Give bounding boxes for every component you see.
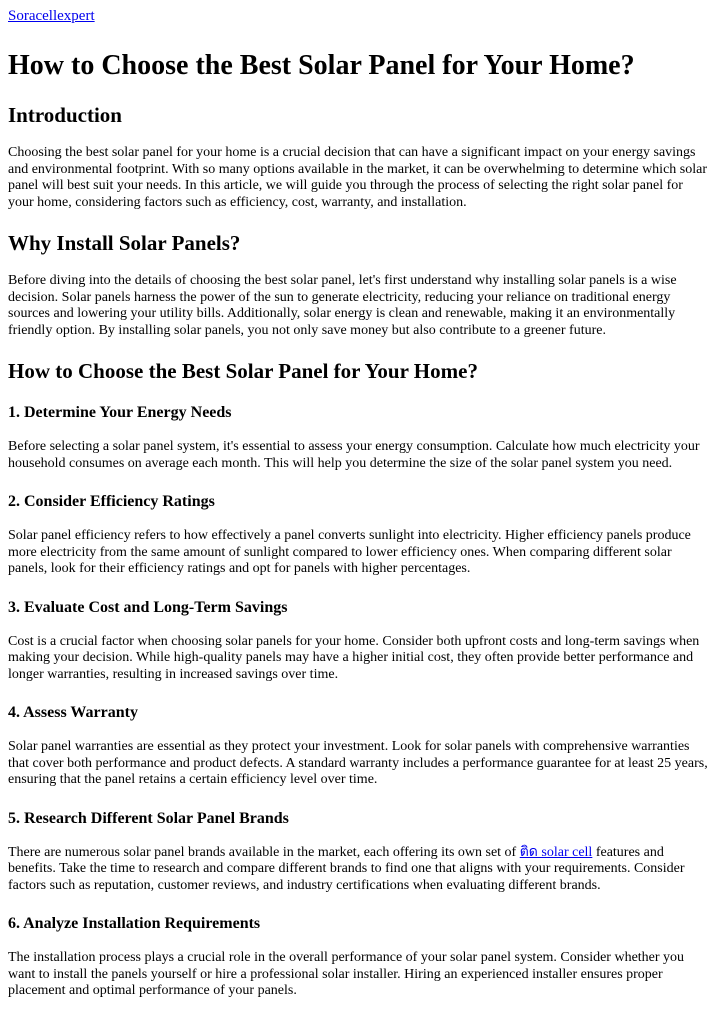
step-1-heading: 1. Determine Your Energy Needs: [8, 404, 232, 421]
why-heading: Why Install Solar Panels?: [8, 231, 241, 255]
solar-cell-link[interactable]: ติด solar cell: [519, 844, 593, 860]
step-2-heading: 2. Consider Efficiency Ratings: [8, 493, 215, 510]
step-3-paragraph: Cost is a crucial factor when choosing solar panels for your home. Consider both upfront costs and long-term savings when making your decision. While high-quality panels may have a higher initial cost, they often provide better performance and longer warranties, resulting in increased savings over time.: [8, 633, 700, 682]
step-5-paragraph: [8, 845, 712, 895]
step-5-heading: 5. Research Different Solar Panel Brands: [8, 809, 289, 827]
step-5-text-before: There are numerous solar panel brands available in the market, each offering its own set of: [8, 844, 520, 860]
step-2-paragraph: Solar panel efficiency refers to how effectively a panel converts sunlight into electricity. Higher efficiency panels produce more electricity from the same amount of sunlight compared to lower efficiency ones. When comparing different solar panels, look for their efficiency ratings and opt for panels with higher percentages.: [8, 528, 691, 576]
page-title: How to Choose the Best Solar Panel for Your Home?: [8, 50, 635, 81]
intro-paragraph: Choosing the best solar panel for your home is a crucial decision that can have a significant impact on your energy savings and environmental footprint. With so many options available in the market, it can be overwhelming to determine which solar panel will best suit your needs. In this article, we will guide you through the process of selecting the right solar panel for your home, considering factors such as efficiency, cost, warranty, and installation.: [8, 145, 707, 210]
why-paragraph: Before diving into the details of choosing the best solar panel, let's first understand why installing solar panels is a wise decision. Solar panels harness the power of the sun to generate electricity, reducing your reliance on traditional energy sources and lowering your utility bills. Additionally, solar energy is clean and renewable, making it an environmentally friendly option. By installing solar panels, you not only save money but also contribute to a greener future.: [8, 273, 677, 338]
step-1-paragraph: Before selecting a solar panel system, it's essential to assess your energy consumption. Calculate how much electricity your household consumes on average each month. This will help you determine the size of the solar panel system you need.: [8, 439, 700, 471]
step-3-heading: 3. Evaluate Cost and Long-Term Savings: [8, 598, 288, 616]
site-link[interactable]: Soracellexpert: [8, 8, 95, 24]
how-heading: How to Choose the Best Solar Panel for Your Home?: [8, 359, 478, 383]
step-5-text-after: features and benefits. Take the time to research and compare different brands to find one that aligns with your requirements. Consider factors such as reputation, customer reviews, and industry certifications when evaluating different brands.: [8, 844, 685, 893]
step-4-heading: 4. Assess Warranty: [8, 704, 138, 721]
step-6-paragraph: The installation process plays a crucial role in the overall performance of your solar panel system. Consider whether you want to install the panels yourself or hire a professional solar installer. Hiring an experienced installer ensures proper placement and optimal performance of your panels.: [8, 950, 685, 998]
step-6-heading: 6. Analyze Installation Requirements: [8, 915, 261, 932]
intro-heading: Introduction: [8, 103, 122, 127]
step-4-paragraph: Solar panel warranties are essential as they protect your investment. Look for solar panels with comprehensive warranties that cover both performance and product defects. A standard warranty includes a performance guarantee for at least 25 years, ensuring that the panel retains a certain efficiency level over time.: [8, 739, 708, 787]
